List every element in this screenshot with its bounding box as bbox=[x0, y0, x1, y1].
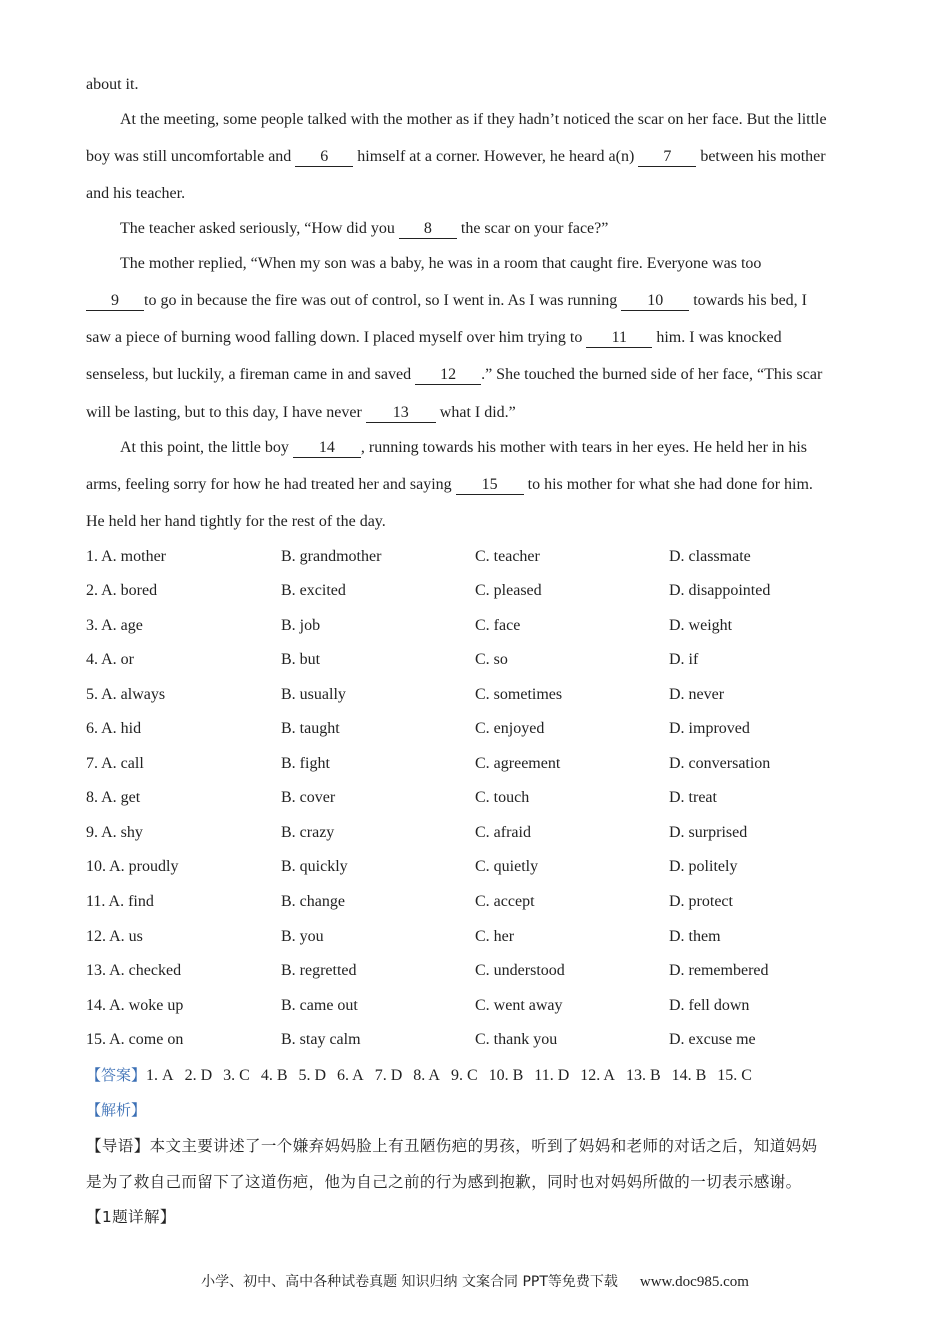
passage-line: At the meeting, some people talked with the mother as if they hadn’t noticed the scar on her face. But the little bbox=[120, 111, 827, 128]
option-a[interactable]: 15. A. come on bbox=[86, 1031, 184, 1048]
passage-line: The teacher asked seriously, “How did you 8 the scar on your face?” bbox=[120, 220, 609, 237]
option-a[interactable]: 8. A. get bbox=[86, 789, 141, 806]
blank-7[interactable]: 7 bbox=[638, 148, 696, 167]
answer-item: 15. C bbox=[717, 1067, 752, 1084]
option-row-6 bbox=[86, 719, 866, 741]
page-footer bbox=[0, 1271, 950, 1291]
option-c[interactable]: C. accept bbox=[475, 893, 535, 910]
option-c[interactable]: C. so bbox=[475, 651, 508, 668]
answer-item: 13. B bbox=[625, 1067, 661, 1084]
answer-item: 8. A bbox=[413, 1067, 440, 1084]
option-row-11 bbox=[86, 892, 866, 914]
option-row-10 bbox=[86, 857, 866, 879]
option-b[interactable]: B. you bbox=[281, 928, 324, 945]
option-d[interactable]: D. remembered bbox=[669, 962, 769, 979]
blank-15[interactable]: 15 bbox=[456, 476, 524, 495]
option-d[interactable]: D. them bbox=[669, 928, 721, 945]
option-row-9 bbox=[86, 823, 866, 845]
option-d[interactable]: D. politely bbox=[669, 858, 738, 875]
option-d[interactable]: D. protect bbox=[669, 893, 733, 910]
option-d[interactable]: D. improved bbox=[669, 720, 750, 737]
option-c[interactable]: C. pleased bbox=[475, 582, 542, 599]
option-c[interactable]: C. afraid bbox=[475, 824, 531, 841]
option-b[interactable]: B. came out bbox=[281, 997, 358, 1014]
option-b[interactable]: B. change bbox=[281, 893, 345, 910]
blank-6[interactable]: 6 bbox=[295, 148, 353, 167]
answer-item: 11. D bbox=[534, 1067, 570, 1084]
option-row-1 bbox=[86, 547, 866, 569]
option-c[interactable]: C. quietly bbox=[475, 858, 539, 875]
option-b[interactable]: B. cover bbox=[281, 789, 336, 806]
option-c[interactable]: C. enjoyed bbox=[475, 720, 545, 737]
option-row-8 bbox=[86, 788, 866, 810]
passage-line: He held her hand tightly for the rest of the day. bbox=[86, 513, 386, 530]
option-b[interactable]: B. grandmother bbox=[281, 548, 382, 565]
option-a[interactable]: 6. A. hid bbox=[86, 720, 142, 737]
passage-line: will be lasting, but to this day, I have never 13 what I did.” bbox=[86, 404, 516, 421]
guide-tag: 【导语】 bbox=[86, 1137, 150, 1155]
passage-line: 9 to go in because the fire was out of control, so I went in. As I was running 10 towards his bed, I bbox=[86, 291, 807, 311]
option-c[interactable]: C. went away bbox=[475, 997, 563, 1014]
passage-line: and his teacher. bbox=[86, 185, 186, 202]
option-a[interactable]: 3. A. age bbox=[86, 617, 143, 634]
passage-line: boy was still uncomfortable and 6 himself at a corner. However, he heard a(n) 7 between his mother bbox=[86, 148, 826, 165]
option-b[interactable]: B. quickly bbox=[281, 858, 348, 875]
option-b[interactable]: B. but bbox=[281, 651, 321, 668]
option-d[interactable]: D. classmate bbox=[669, 548, 751, 565]
option-a[interactable]: 2. A. bored bbox=[86, 582, 158, 599]
passage-line: saw a piece of burning wood falling down. I placed myself over him trying to 11 him. I was knocked bbox=[86, 329, 782, 346]
answer-item: 9. C bbox=[450, 1067, 478, 1084]
answer-item: 7. D bbox=[374, 1067, 403, 1084]
answer-line bbox=[86, 1065, 763, 1086]
option-d[interactable]: D. fell down bbox=[669, 997, 750, 1014]
option-row-5 bbox=[86, 685, 866, 707]
option-b[interactable]: B. regretted bbox=[281, 962, 357, 979]
answer-item: 5. D bbox=[298, 1067, 327, 1084]
footer-text: 小学、初中、高中各种试卷真题 知识归纳 文案合同 PPT等免费下载 bbox=[201, 1274, 618, 1290]
option-d[interactable]: D. disappointed bbox=[669, 582, 771, 599]
option-c[interactable]: C. thank you bbox=[475, 1031, 558, 1048]
option-d[interactable]: D. weight bbox=[669, 617, 733, 634]
option-c[interactable]: C. face bbox=[475, 617, 521, 634]
blank-12[interactable]: 12 bbox=[415, 366, 481, 385]
option-row-13 bbox=[86, 961, 866, 983]
option-c[interactable]: C. her bbox=[475, 928, 515, 945]
blank-11[interactable]: 11 bbox=[586, 329, 652, 348]
option-row-12 bbox=[86, 927, 866, 949]
option-a[interactable]: 1. A. mother bbox=[86, 548, 166, 565]
guide-line: 【导语】本文主要讲述了一个嫌弃妈妈脸上有丑陋伤疤的男孩，听到了妈妈和老师的对话之后，知道妈妈 bbox=[86, 1137, 818, 1155]
footer-link[interactable]: www.doc985.com bbox=[639, 1274, 749, 1290]
option-c[interactable]: C. teacher bbox=[475, 548, 540, 565]
answer-item: 1. A bbox=[146, 1067, 174, 1084]
option-row-4 bbox=[86, 650, 866, 672]
guide-line: 是为了救自己而留下了这道伤疤，他为自己之前的行为感到抱歉，同时也对妈妈所做的一切表示感谢。 bbox=[86, 1173, 802, 1191]
option-a[interactable]: 7. A. call bbox=[86, 755, 144, 772]
option-a[interactable]: 9. A. shy bbox=[86, 824, 143, 841]
answer-item: 4. B bbox=[260, 1067, 288, 1084]
option-c[interactable]: C. agreement bbox=[475, 755, 561, 772]
option-a[interactable]: 10. A. proudly bbox=[86, 858, 179, 875]
option-b[interactable]: B. crazy bbox=[281, 824, 335, 841]
option-d[interactable]: D. treat bbox=[669, 789, 717, 806]
option-a[interactable]: 12. A. us bbox=[86, 928, 143, 945]
option-row-15 bbox=[86, 1030, 866, 1052]
blank-13[interactable]: 13 bbox=[366, 404, 436, 423]
option-d[interactable]: D. never bbox=[669, 686, 725, 703]
passage-line: about it. bbox=[86, 76, 139, 93]
option-a[interactable]: 11. A. find bbox=[86, 893, 154, 910]
blank-10[interactable]: 10 bbox=[621, 292, 689, 311]
option-a[interactable]: 14. A. woke up bbox=[86, 997, 184, 1014]
blank-9[interactable]: 9 bbox=[86, 292, 144, 311]
passage-line: senseless, but luckily, a fireman came in and saved 12 .” She touched the burned side of her face, “This scar bbox=[86, 366, 823, 383]
blank-8[interactable]: 8 bbox=[399, 220, 457, 239]
answer-tag: 【答案】 bbox=[86, 1066, 147, 1084]
option-b[interactable]: B. fight bbox=[281, 755, 330, 772]
answer-item: 12. A bbox=[580, 1067, 615, 1084]
option-a[interactable]: 13. A. checked bbox=[86, 962, 182, 979]
option-c[interactable]: C. touch bbox=[475, 789, 530, 806]
option-row-7 bbox=[86, 754, 866, 776]
answer-item: 6. A bbox=[337, 1067, 364, 1084]
passage-line: The mother replied, “When my son was a baby, he was in a room that caught fire. Everyone was too bbox=[120, 255, 762, 272]
option-d[interactable]: D. conversation bbox=[669, 755, 771, 772]
option-d[interactable]: D. excuse me bbox=[669, 1031, 756, 1048]
option-a[interactable]: 5. A. always bbox=[86, 686, 166, 703]
option-b[interactable]: B. stay calm bbox=[281, 1031, 361, 1048]
answer-item: 10. B bbox=[488, 1067, 524, 1084]
option-c[interactable]: C. understood bbox=[475, 962, 565, 979]
passage-line: At this point, the little boy 14 , running towards his mother with tears in her eyes. He held her in his bbox=[120, 439, 808, 456]
option-row-3 bbox=[86, 616, 866, 638]
option-b[interactable]: B. job bbox=[281, 617, 321, 634]
option-b[interactable]: B. usually bbox=[281, 686, 346, 703]
blank-14[interactable]: 14 bbox=[293, 439, 361, 458]
analysis-line bbox=[86, 1100, 146, 1121]
option-d[interactable]: D. if bbox=[669, 651, 699, 668]
option-b[interactable]: B. excited bbox=[281, 582, 346, 599]
option-b[interactable]: B. taught bbox=[281, 720, 340, 737]
option-c[interactable]: C. sometimes bbox=[475, 686, 563, 703]
analysis-tag: 【解析】 bbox=[86, 1101, 147, 1119]
detail-tag: 【1题详解】 bbox=[86, 1208, 176, 1226]
option-row-14 bbox=[86, 996, 866, 1018]
option-row-2 bbox=[86, 581, 866, 603]
answer-item: 3. C bbox=[223, 1067, 250, 1084]
option-d[interactable]: D. surprised bbox=[669, 824, 748, 841]
passage-line: arms, feeling sorry for how he had treated her and saying 15 to his mother for what she had done for him. bbox=[86, 476, 813, 493]
option-a[interactable]: 4. A. or bbox=[86, 651, 134, 668]
answer-item: 14. B bbox=[671, 1067, 707, 1084]
answer-item: 2. D bbox=[184, 1067, 213, 1084]
